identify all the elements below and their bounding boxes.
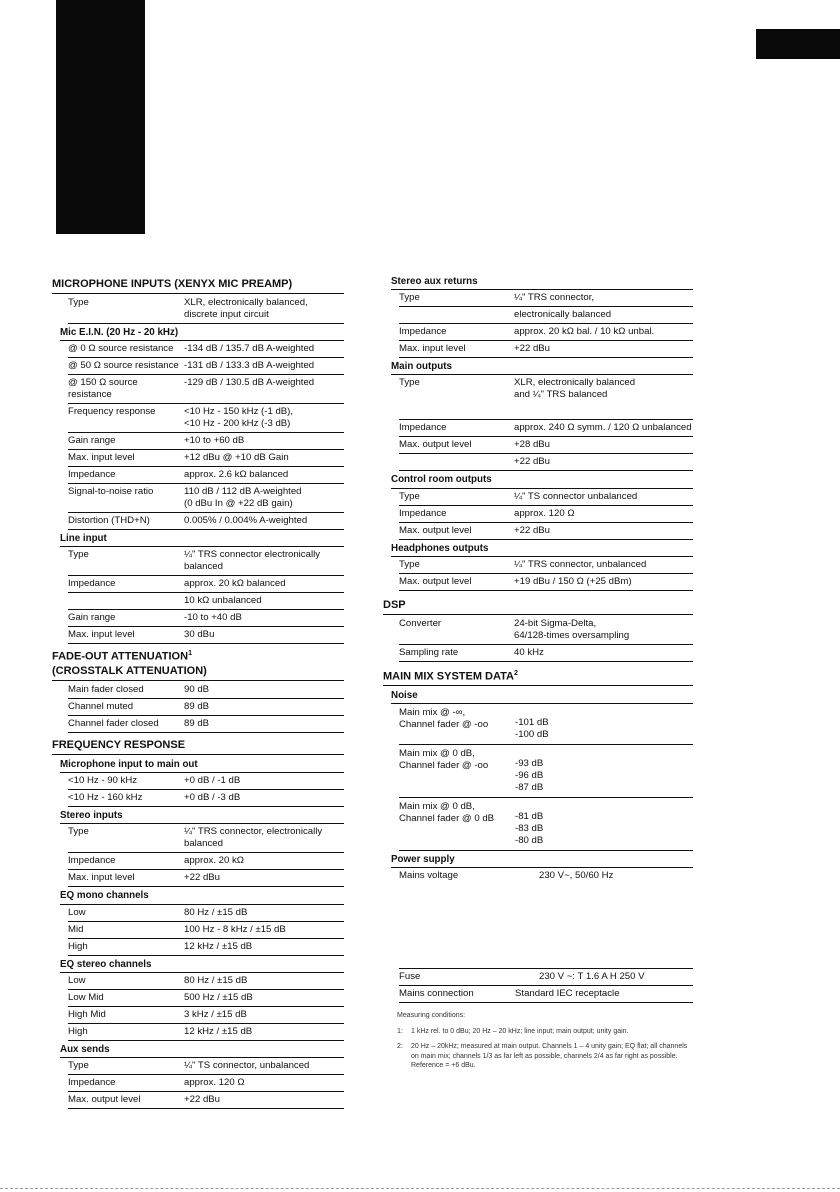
spec-value: 89 dB [184, 701, 210, 713]
footnote [397, 1042, 693, 1070]
noise-label-line: Main mix @ 0 dB, [399, 801, 475, 813]
spec-row [399, 986, 693, 1003]
spec-value: approx. 240 Ω symm. / 120 Ω unbalanced [514, 422, 692, 434]
spec-label: Channel fader closed [68, 718, 159, 730]
spec-row [399, 454, 693, 471]
spec-value-line: 110 dB / 112 dB A-weighted [184, 485, 302, 497]
spec-value-line: and ¼" TRS balanced [514, 389, 608, 401]
section-fade-out [52, 648, 344, 664]
spec-value: ¼" TRS connector, electronically balanced [184, 826, 323, 850]
spec-label: Max. input level [399, 343, 466, 355]
section-crosstalk: (CROSSTALK ATTENUATION) [52, 664, 344, 681]
spec-label: Sampling rate [399, 646, 459, 658]
noise-row [399, 704, 693, 745]
spec-value-line: 24-bit Sigma-Delta, [514, 617, 597, 629]
section-main-mix [383, 668, 693, 686]
spec-label: Impedance [399, 422, 447, 434]
spec-value: -10 to +40 dB [184, 612, 242, 624]
spec-row [68, 939, 344, 956]
spec-value: 80 Hz / ±15 dB [184, 974, 248, 986]
spec-value-line: XLR, electronically balanced [514, 377, 636, 389]
spec-value: -131 dB / 133.3 dB A-weighted [184, 359, 315, 371]
spec-row [68, 773, 344, 790]
spec-row [68, 1007, 344, 1024]
spec-row [399, 324, 693, 341]
noise-label-line: Main mix @ 0 dB, [399, 748, 475, 760]
spec-value-line: (0 dBu In @ +22 dB gain) [184, 497, 293, 509]
spec-row [68, 404, 344, 433]
spec-value [184, 297, 344, 321]
subhead-headphones: Headphones outputs [391, 540, 693, 557]
chapter-tab [756, 29, 840, 59]
subhead-eq-mono: EQ mono channels [60, 887, 344, 904]
spec-label: Type [68, 826, 89, 838]
spec-row [68, 375, 344, 404]
spec-label [399, 309, 514, 321]
spec-row [399, 616, 693, 645]
spec-value: +22 dBu [184, 872, 221, 884]
spec-label: Impedance [68, 578, 116, 590]
spec-row [399, 489, 693, 506]
spec-label [399, 456, 514, 468]
spec-row [68, 824, 344, 853]
spec-row [68, 593, 344, 610]
spec-label [68, 595, 184, 607]
footnote-number: 2: [397, 1043, 403, 1051]
spec-row [68, 433, 344, 450]
spec-row [399, 557, 693, 574]
page-bottom-rule [0, 1188, 840, 1189]
spec-row [68, 484, 344, 513]
subhead-line-input: Line input [60, 530, 344, 547]
spec-value: approx. 120 Ω [514, 507, 575, 519]
subhead-noise: Noise [391, 687, 693, 704]
spec-row [399, 868, 693, 969]
spec-value: -129 dB / 130.5 dB A-weighted [184, 376, 315, 388]
spec-label: <10 Hz - 90 kHz [68, 775, 138, 787]
spec-value: +0 dB / -1 dB [184, 775, 241, 787]
spec-label: Fuse [399, 971, 421, 983]
spec-value: 12 kHz / ±15 dB [184, 940, 253, 952]
spec-value [184, 406, 344, 430]
spec-row [68, 295, 344, 324]
spec-value: +0 dB / -3 dB [184, 792, 241, 804]
spec-value: 230 V ~: T 1.6 A H 250 V [539, 971, 645, 983]
spec-value [514, 377, 693, 417]
spec-label: Converter [399, 617, 442, 629]
spec-label: Impedance [399, 326, 447, 338]
spec-value: -134 dB / 135.7 dB A-weighted [184, 342, 315, 354]
spec-label: Impedance [399, 507, 447, 519]
spec-row [68, 682, 344, 699]
spec-value: 100 Hz - 8 kHz / ±15 dB [184, 923, 286, 935]
spec-value: Standard IEC receptacle [515, 988, 620, 1000]
spec-label: @ 50 Ω source resistance [68, 359, 179, 371]
subhead-aux-returns: Stereo aux returns [391, 276, 693, 290]
spec-row [68, 790, 344, 807]
spec-label: Impedance [68, 1077, 116, 1089]
spec-row [68, 358, 344, 375]
section-dsp: DSP [383, 597, 693, 615]
spec-label: @ 0 Ω source resistance [68, 342, 174, 354]
spec-label: Type [68, 1060, 89, 1072]
noise-value: -96 dB [515, 770, 544, 782]
spec-label: High [68, 940, 88, 952]
left-column [52, 276, 344, 1109]
noise-label-line: Channel fader @ -oo [399, 760, 489, 772]
noise-values [515, 707, 549, 741]
spec-label: Mains connection [399, 988, 474, 1000]
spec-value: +22 dBu [514, 524, 551, 536]
spec-value: ¼" TRS connector electronically balanced [184, 549, 321, 573]
spec-row [68, 716, 344, 733]
spec-row [68, 341, 344, 358]
spec-row [68, 467, 344, 484]
spec-row [399, 290, 693, 307]
spec-label: @ 150 Ω source resistance [68, 376, 138, 400]
spec-value: 0.005% / 0.004% A-weighted [184, 514, 308, 526]
noise-value: -101 dB [515, 717, 549, 729]
spec-value: +12 dBu @ +10 dB Gain [184, 451, 289, 463]
subhead-aux-sends: Aux sends [60, 1041, 344, 1058]
spec-label: Gain range [68, 612, 116, 624]
spec-label: Max. input level [68, 451, 135, 463]
spec-label: Low [68, 906, 86, 918]
spec-value: +28 dBu [514, 439, 551, 451]
spec-value: 90 dB [184, 684, 210, 696]
spec-label: Mid [68, 923, 84, 935]
spec-row [68, 922, 344, 939]
subhead-power-supply: Power supply [391, 851, 693, 868]
spec-row [399, 375, 693, 420]
spec-value-line: discrete input circuit [184, 308, 269, 320]
spec-value: 40 kHz [514, 646, 544, 658]
spec-value: 89 dB [184, 718, 210, 730]
spec-label: Type [68, 549, 89, 561]
spec-label: Mains voltage [399, 870, 459, 882]
spec-label: Frequency response [68, 405, 156, 417]
noise-label [399, 748, 515, 794]
footnote [397, 1027, 693, 1036]
spec-row [68, 973, 344, 990]
spec-label: Max. output level [399, 575, 472, 587]
noise-value: -81 dB [515, 811, 544, 823]
spec-value: +10 to +60 dB [184, 434, 245, 446]
spec-label: Max. input level [68, 629, 135, 641]
spec-label: Type [399, 490, 420, 502]
section-title: FADE-OUT ATTENUATION [52, 650, 189, 663]
subhead-mic-to-main: Microphone input to main out [60, 756, 344, 773]
spec-value-line: 64/128-times oversampling [514, 629, 630, 641]
spec-row [68, 905, 344, 922]
spec-row [68, 1024, 344, 1041]
spec-row [399, 574, 693, 591]
subhead-ein: Mic E.I.N. (20 Hz - 20 kHz) [60, 324, 344, 341]
spec-row [68, 870, 344, 887]
footnote-marker: 2 [513, 669, 518, 677]
noise-value: -93 dB [515, 758, 544, 770]
spec-value-line: XLR, electronically balanced, [184, 296, 308, 308]
footnotes-title: Measuring conditions: [397, 1012, 466, 1020]
spec-value: approx. 20 kΩ bal. / 10 kΩ unbal. [514, 326, 655, 338]
spec-row [68, 450, 344, 467]
spec-label: Signal-to-noise ratio [68, 485, 154, 497]
spec-label: Type [399, 558, 420, 570]
noise-row [399, 798, 693, 851]
spec-label: Low Mid [68, 991, 104, 1003]
spec-row [399, 341, 693, 358]
spec-label: <10 Hz - 160 kHz [68, 792, 143, 804]
spec-row [68, 627, 344, 644]
spec-row [399, 420, 693, 437]
footnote-marker: 1 [188, 650, 192, 658]
spec-value: +22 dBu [514, 456, 551, 468]
spec-label: Distortion (THD+N) [68, 514, 150, 526]
spec-value: approx. 20 kΩ [184, 855, 244, 867]
spec-value: +19 dBu / 150 Ω (+25 dBm) [514, 575, 632, 587]
spec-label: Type [68, 296, 89, 308]
spec-value: approx. 120 Ω [184, 1077, 245, 1089]
spec-row [68, 1058, 344, 1075]
spec-value: 3 kHz / ±15 dB [184, 1008, 247, 1020]
subhead-eq-stereo: EQ stereo channels [60, 956, 344, 973]
section-frequency-response: FREQUENCY RESPONSE [52, 737, 344, 755]
spec-value: ¼" TS connector, unbalanced [184, 1060, 310, 1072]
spec-value: approx. 2.6 kΩ balanced [184, 468, 289, 480]
spec-row [68, 1092, 344, 1109]
noise-values [515, 748, 543, 794]
spec-row [399, 645, 693, 662]
noise-label-line: Channel fader @ 0 dB [399, 813, 495, 825]
spec-value: 80 Hz / ±15 dB [184, 906, 248, 918]
spec-row [399, 969, 693, 986]
header-black-bar [56, 0, 145, 234]
spec-row [399, 437, 693, 454]
spec-label: Type [399, 377, 420, 389]
section-title: MAIN MIX SYSTEM DATA [383, 670, 514, 683]
subhead-control-room: Control room outputs [391, 471, 693, 488]
spec-row [68, 547, 344, 576]
subhead-stereo-inputs: Stereo inputs [60, 807, 344, 824]
spec-value: 12 kHz / ±15 dB [184, 1025, 253, 1037]
footnote-text: 1 kHz rel. to 0 dBu; 20 Hz – 20 kHz; line input; main output; unity gain. [411, 1027, 629, 1035]
spec-value: 10 kΩ unbalanced [184, 595, 262, 607]
spec-row [68, 576, 344, 593]
spec-row [68, 699, 344, 716]
noise-label-line: Main mix @ -∞, [399, 707, 466, 719]
spec-label: Channel muted [68, 701, 134, 713]
noise-row [399, 745, 693, 798]
noise-value: -83 dB [515, 823, 544, 835]
spec-value: electronically balanced [514, 309, 612, 321]
spec-value: approx. 20 kΩ balanced [184, 578, 286, 590]
spec-label: High [68, 1025, 88, 1037]
spec-label: High Mid [68, 1008, 106, 1020]
spec-label: Max. output level [399, 439, 472, 451]
spec-value-line: <10 Hz - 150 kHz (-1 dB), [184, 405, 294, 417]
spec-label: Max. input level [68, 872, 135, 884]
spec-label: Impedance [68, 855, 116, 867]
spec-row [399, 307, 693, 324]
spec-label: Max. output level [399, 524, 472, 536]
footnote-text: 20 Hz – 20kHz; measured at main output. Channels 1 – 4 unity gain; EQ flat; all channels on main mix; channels 1/3 as far left as possible, channels 2/4 as far right as possible. Reference = +6 dBu. [411, 1043, 688, 1070]
spec-row [399, 523, 693, 540]
noise-label-line: Channel fader @ -oo [399, 719, 489, 731]
spec-row [68, 513, 344, 530]
spec-row [68, 853, 344, 870]
right-column [383, 276, 693, 1071]
noise-label [399, 707, 515, 741]
spec-row [68, 610, 344, 627]
spec-label: Max. output level [68, 1094, 141, 1106]
spec-value: +22 dBu [184, 1094, 221, 1106]
spec-value-line: <10 Hz - 200 kHz (-3 dB) [184, 417, 291, 429]
spec-value [184, 486, 344, 510]
spec-value: +22 dBu [514, 343, 551, 355]
spec-label: Main fader closed [68, 684, 144, 696]
spec-label: Gain range [68, 434, 116, 446]
noise-values [515, 801, 543, 847]
spec-label: Low [68, 974, 86, 986]
noise-label [399, 801, 515, 847]
spec-value: 230 V~, 50/60 Hz [539, 870, 614, 882]
spec-value: ¼" TRS connector, [514, 292, 595, 304]
spec-row [68, 1075, 344, 1092]
spec-row [399, 506, 693, 523]
spec-value: 500 Hz / ±15 dB [184, 991, 253, 1003]
spec-label: Impedance [68, 468, 116, 480]
noise-value: -100 dB [515, 729, 549, 741]
noise-value: -80 dB [515, 835, 544, 847]
spec-value: ¼" TS connector unbalanced [514, 490, 638, 502]
footnote-number: 1: [397, 1027, 403, 1035]
spec-label: Type [399, 292, 420, 304]
section-mic-inputs: MICROPHONE INPUTS (XENYX MIC PREAMP) [52, 276, 344, 294]
subhead-main-outputs: Main outputs [391, 358, 693, 375]
spec-value [514, 618, 693, 642]
spec-value: 30 dBu [184, 629, 215, 641]
noise-value: -87 dB [515, 782, 544, 794]
footnotes [397, 1011, 693, 1070]
spec-row [68, 990, 344, 1007]
spec-value: ¼" TRS connector, unbalanced [514, 558, 647, 570]
